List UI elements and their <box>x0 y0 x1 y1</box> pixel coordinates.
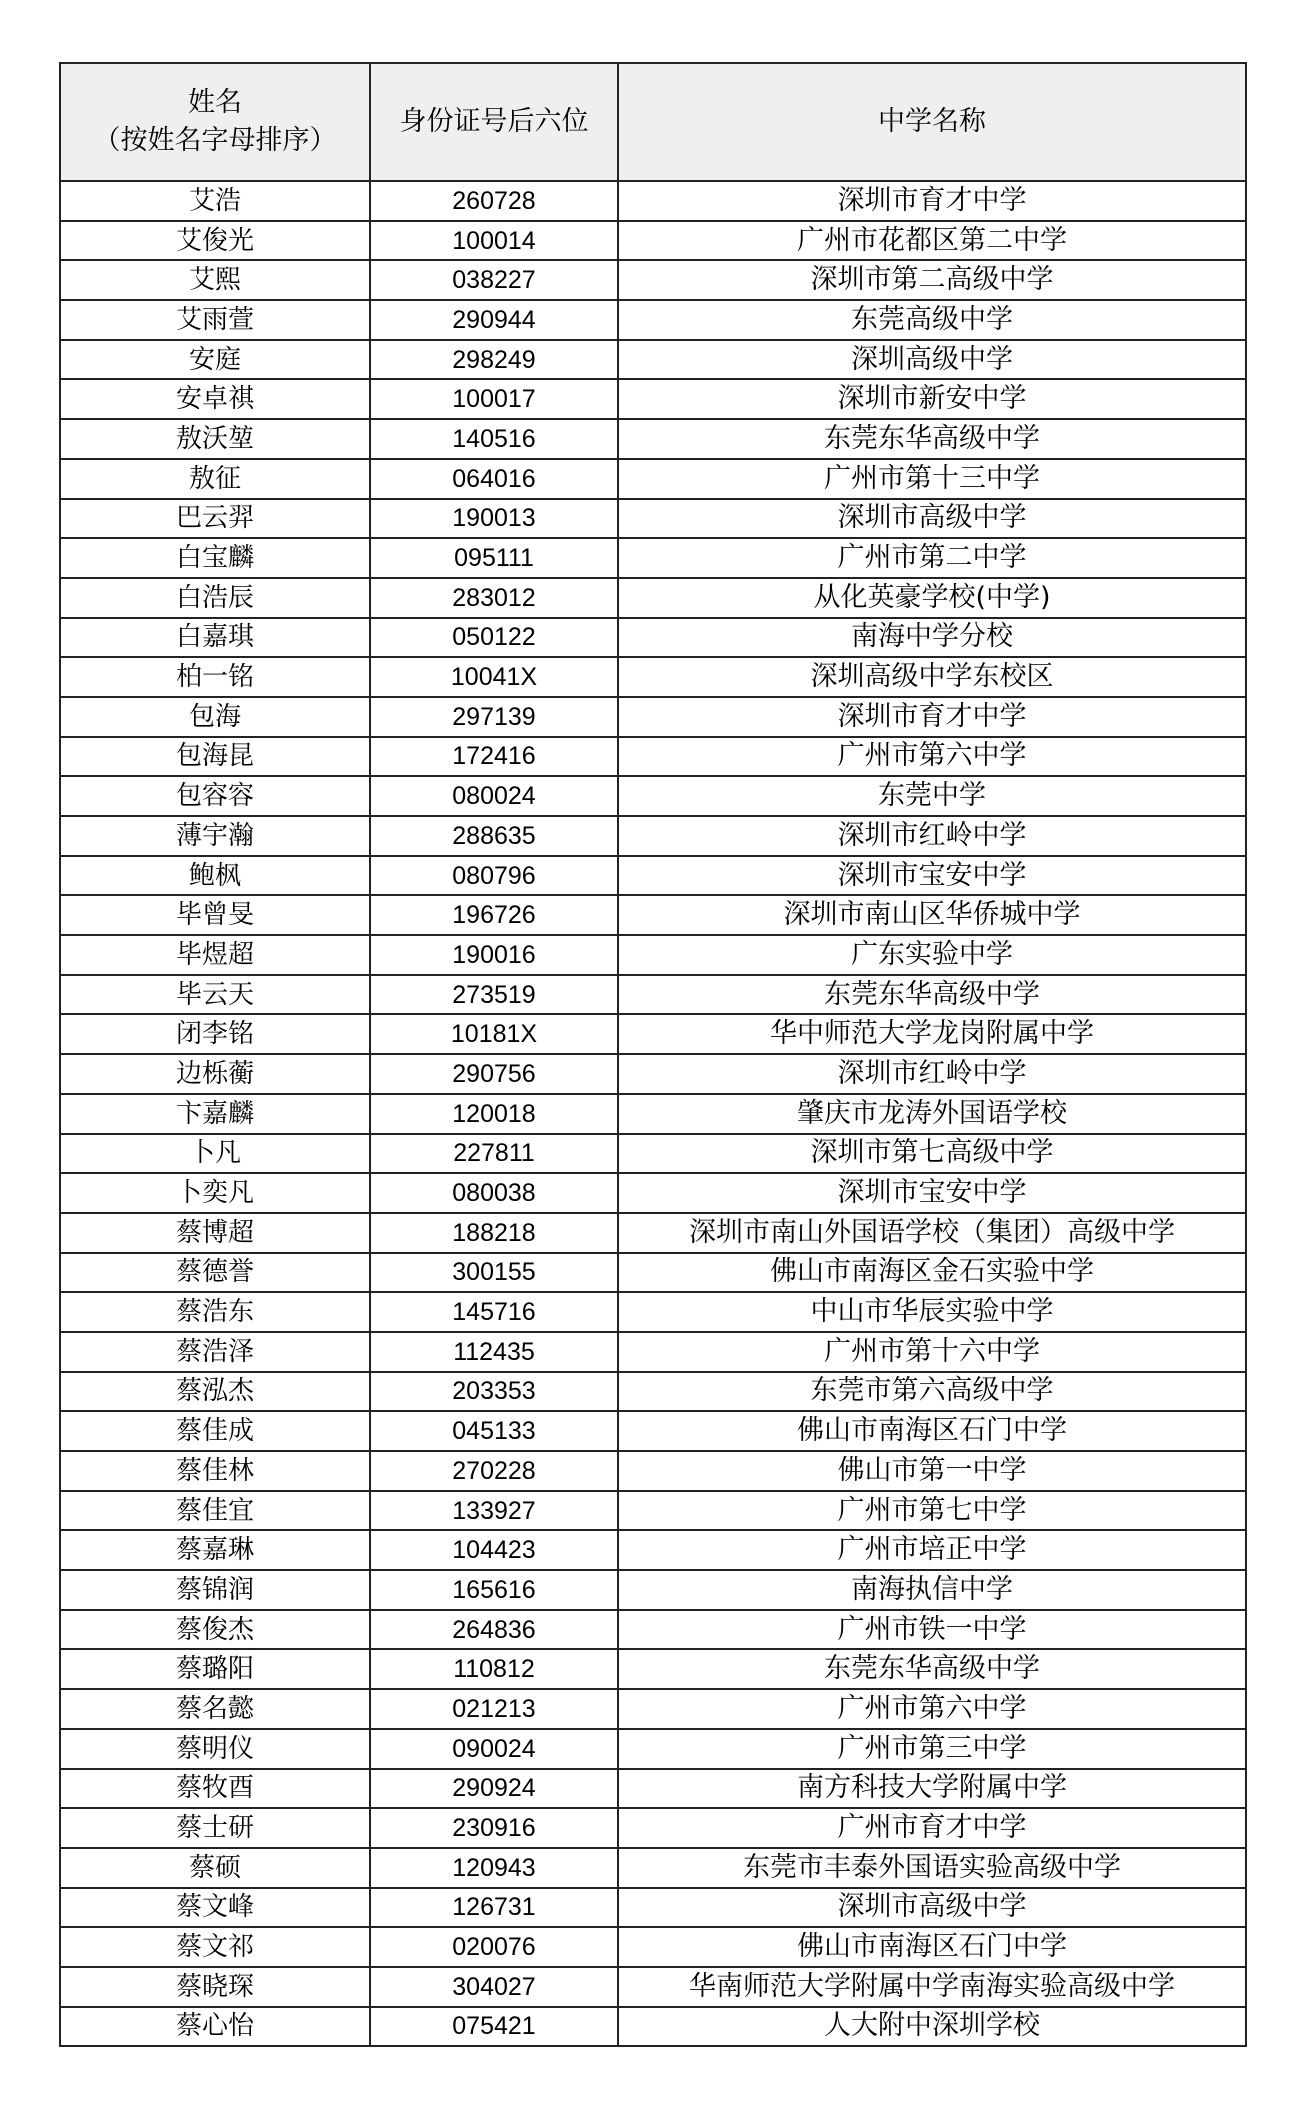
school-name-cell: 佛山市南海区石门中学 <box>618 1411 1246 1451</box>
table-row <box>60 300 1246 340</box>
id-suffix-cell: 10181X <box>370 1014 618 1054</box>
student-name-cell: 蔡博超 <box>60 1213 370 1253</box>
table-row <box>60 1292 1246 1332</box>
student-name-cell: 蔡名懿 <box>60 1689 370 1729</box>
student-name-cell: 薄宇瀚 <box>60 816 370 856</box>
student-name-cell: 包海昆 <box>60 737 370 777</box>
school-name-cell: 南方科技大学附属中学 <box>618 1769 1246 1809</box>
table-body <box>60 181 1246 2046</box>
school-name-cell: 广州市花都区第二中学 <box>618 221 1246 261</box>
table-row <box>60 1411 1246 1451</box>
student-name-cell: 安庭 <box>60 340 370 380</box>
table-row <box>60 1808 1246 1848</box>
id-suffix-cell: 190016 <box>370 935 618 975</box>
id-suffix-cell: 145716 <box>370 1292 618 1332</box>
id-suffix-cell: 080024 <box>370 776 618 816</box>
id-suffix-cell: 095111 <box>370 538 618 578</box>
table-row <box>60 1570 1246 1610</box>
header-row <box>60 63 1246 181</box>
student-name-cell: 白嘉琪 <box>60 618 370 658</box>
student-name-cell: 蔡佳宜 <box>60 1491 370 1531</box>
school-name-cell: 深圳市南山区华侨城中学 <box>618 895 1246 935</box>
school-name-cell: 东莞高级中学 <box>618 300 1246 340</box>
table-row <box>60 1134 1246 1174</box>
id-suffix-cell: 120943 <box>370 1848 618 1888</box>
table-row <box>60 1491 1246 1531</box>
school-name-cell: 深圳市高级中学 <box>618 1888 1246 1928</box>
school-name-cell: 东莞市第六高级中学 <box>618 1372 1246 1412</box>
table-row <box>60 737 1246 777</box>
id-suffix-cell: 090024 <box>370 1729 618 1769</box>
student-name-cell: 蔡硕 <box>60 1848 370 1888</box>
student-name-cell: 蔡嘉琳 <box>60 1530 370 1570</box>
school-name-cell: 中山市华辰实验中学 <box>618 1292 1246 1332</box>
school-name-cell: 佛山市南海区金石实验中学 <box>618 1253 1246 1293</box>
id-suffix-cell: 196726 <box>370 895 618 935</box>
id-suffix-cell: 227811 <box>370 1134 618 1174</box>
student-name-cell: 敖沃堃 <box>60 419 370 459</box>
table-row <box>60 816 1246 856</box>
table-row <box>60 221 1246 261</box>
student-name-cell: 巴云羿 <box>60 499 370 539</box>
id-suffix-cell: 288635 <box>370 816 618 856</box>
table-row <box>60 975 1246 1015</box>
school-name-cell: 华南师范大学附属中学南海实验高级中学 <box>618 1967 1246 2007</box>
school-name-cell: 南海中学分校 <box>618 618 1246 658</box>
school-name-cell: 广州市第十三中学 <box>618 459 1246 499</box>
school-name-cell: 广州市培正中学 <box>618 1530 1246 1570</box>
table-row <box>60 856 1246 896</box>
id-suffix-cell: 126731 <box>370 1888 618 1928</box>
id-suffix-cell: 165616 <box>370 1570 618 1610</box>
school-name-cell: 深圳市高级中学 <box>618 499 1246 539</box>
school-name-cell: 广州市第十六中学 <box>618 1332 1246 1372</box>
table-row <box>60 1372 1246 1412</box>
school-name-cell: 广州市第二中学 <box>618 538 1246 578</box>
table-row <box>60 181 1246 221</box>
school-name-cell: 深圳市宝安中学 <box>618 1173 1246 1213</box>
student-name-cell: 鲍枫 <box>60 856 370 896</box>
student-name-cell: 包海 <box>60 697 370 737</box>
student-name-cell: 蔡璐阳 <box>60 1649 370 1689</box>
table-row <box>60 1729 1246 1769</box>
id-suffix-cell: 298249 <box>370 340 618 380</box>
student-name-cell: 毕曾旻 <box>60 895 370 935</box>
student-name-cell: 蔡佳成 <box>60 1411 370 1451</box>
student-name-cell: 蔡牧酉 <box>60 1769 370 1809</box>
id-suffix-cell: 038227 <box>370 260 618 300</box>
table-row <box>60 1610 1246 1650</box>
id-suffix-cell: 10041X <box>370 657 618 697</box>
table-row <box>60 419 1246 459</box>
table-row <box>60 1967 1246 2007</box>
table-row <box>60 459 1246 499</box>
school-name-cell: 深圳市宝安中学 <box>618 856 1246 896</box>
table-row <box>60 260 1246 300</box>
student-name-cell: 艾熙 <box>60 260 370 300</box>
student-name-cell: 柏一铭 <box>60 657 370 697</box>
school-name-cell: 东莞中学 <box>618 776 1246 816</box>
id-suffix-cell: 300155 <box>370 1253 618 1293</box>
school-name-cell: 广东实验中学 <box>618 935 1246 975</box>
id-suffix-cell: 260728 <box>370 181 618 221</box>
student-name-cell: 蔡晓琛 <box>60 1967 370 2007</box>
id-suffix-cell: 290924 <box>370 1769 618 1809</box>
student-name-cell: 蔡文祁 <box>60 1927 370 1967</box>
student-name-cell: 蔡明仪 <box>60 1729 370 1769</box>
id-suffix-cell: 064016 <box>370 459 618 499</box>
student-name-cell: 安卓祺 <box>60 379 370 419</box>
table-row <box>60 895 1246 935</box>
table-row <box>60 1649 1246 1689</box>
table-row <box>60 1014 1246 1054</box>
school-name-cell: 东莞东华高级中学 <box>618 1649 1246 1689</box>
table-row <box>60 1769 1246 1809</box>
student-name-cell: 卜凡 <box>60 1134 370 1174</box>
id-suffix-cell: 297139 <box>370 697 618 737</box>
student-name-cell: 艾俊光 <box>60 221 370 261</box>
student-name-cell: 蔡锦润 <box>60 1570 370 1610</box>
table-row <box>60 1054 1246 1094</box>
id-suffix-cell: 100014 <box>370 221 618 261</box>
student-name-cell: 白浩辰 <box>60 578 370 618</box>
student-name-cell: 蔡文峰 <box>60 1888 370 1928</box>
header-name-title: 姓名 <box>188 87 242 118</box>
student-name-cell: 艾雨萱 <box>60 300 370 340</box>
table-row <box>60 1451 1246 1491</box>
school-name-cell: 深圳高级中学东校区 <box>618 657 1246 697</box>
school-name-cell: 深圳高级中学 <box>618 340 1246 380</box>
student-name-cell: 蔡佳林 <box>60 1451 370 1491</box>
table-row <box>60 1530 1246 1570</box>
id-suffix-cell: 188218 <box>370 1213 618 1253</box>
student-name-cell: 卜奕凡 <box>60 1173 370 1213</box>
student-name-cell: 闭李铭 <box>60 1014 370 1054</box>
student-name-cell: 蔡浩东 <box>60 1292 370 1332</box>
school-name-cell: 从化英豪学校(中学) <box>618 578 1246 618</box>
student-name-cell: 边栎蘅 <box>60 1054 370 1094</box>
id-suffix-cell: 290944 <box>370 300 618 340</box>
school-name-cell: 深圳市第二高级中学 <box>618 260 1246 300</box>
school-name-cell: 广州市铁一中学 <box>618 1610 1246 1650</box>
table-row <box>60 1332 1246 1372</box>
id-suffix-cell: 112435 <box>370 1332 618 1372</box>
student-name-cell: 白宝麟 <box>60 538 370 578</box>
id-suffix-cell: 190013 <box>370 499 618 539</box>
school-name-cell: 佛山市第一中学 <box>618 1451 1246 1491</box>
table-row <box>60 1253 1246 1293</box>
header-school: 中学名称 <box>618 63 1246 181</box>
table-row <box>60 1689 1246 1729</box>
id-suffix-cell: 203353 <box>370 1372 618 1412</box>
id-suffix-cell: 075421 <box>370 2007 618 2047</box>
school-name-cell: 南海执信中学 <box>618 1570 1246 1610</box>
table-row <box>60 340 1246 380</box>
school-name-cell: 深圳市第七高级中学 <box>618 1134 1246 1174</box>
header-id-suffix: 身份证号后六位 <box>370 63 618 181</box>
id-suffix-cell: 120018 <box>370 1094 618 1134</box>
school-name-cell: 肇庆市龙涛外国语学校 <box>618 1094 1246 1134</box>
school-name-cell: 深圳市育才中学 <box>618 181 1246 221</box>
school-name-cell: 人大附中深圳学校 <box>618 2007 1246 2047</box>
student-name-cell: 蔡泓杰 <box>60 1372 370 1412</box>
school-name-cell: 华中师范大学龙岗附属中学 <box>618 1014 1246 1054</box>
student-name-cell: 毕煜超 <box>60 935 370 975</box>
table-row <box>60 697 1246 737</box>
school-name-cell: 广州市第六中学 <box>618 1689 1246 1729</box>
id-suffix-cell: 140516 <box>370 419 618 459</box>
student-name-cell: 蔡德誉 <box>60 1253 370 1293</box>
header-name-sort-note: （按姓名字母排序） <box>93 125 337 156</box>
student-name-cell: 蔡士研 <box>60 1808 370 1848</box>
school-name-cell: 广州市第六中学 <box>618 737 1246 777</box>
id-suffix-cell: 100017 <box>370 379 618 419</box>
school-name-cell: 广州市第七中学 <box>618 1491 1246 1531</box>
table-row <box>60 1848 1246 1888</box>
student-table <box>59 62 1247 2047</box>
student-name-cell: 蔡俊杰 <box>60 1610 370 1650</box>
table-row <box>60 1094 1246 1134</box>
table-row <box>60 538 1246 578</box>
table-row <box>60 1213 1246 1253</box>
table-row <box>60 1927 1246 1967</box>
id-suffix-cell: 264836 <box>370 1610 618 1650</box>
id-suffix-cell: 050122 <box>370 618 618 658</box>
table-row <box>60 776 1246 816</box>
table-row <box>60 578 1246 618</box>
id-suffix-cell: 021213 <box>370 1689 618 1729</box>
school-name-cell: 深圳市育才中学 <box>618 697 1246 737</box>
id-suffix-cell: 045133 <box>370 1411 618 1451</box>
id-suffix-cell: 104423 <box>370 1530 618 1570</box>
school-name-cell: 深圳市新安中学 <box>618 379 1246 419</box>
student-name-cell: 蔡浩泽 <box>60 1332 370 1372</box>
id-suffix-cell: 080038 <box>370 1173 618 1213</box>
id-suffix-cell: 110812 <box>370 1649 618 1689</box>
student-name-cell: 毕云天 <box>60 975 370 1015</box>
table-row <box>60 935 1246 975</box>
id-suffix-cell: 080796 <box>370 856 618 896</box>
student-name-cell: 卞嘉麟 <box>60 1094 370 1134</box>
student-name-cell: 敖征 <box>60 459 370 499</box>
id-suffix-cell: 304027 <box>370 1967 618 2007</box>
table-row <box>60 499 1246 539</box>
table-row <box>60 379 1246 419</box>
school-name-cell: 深圳市红岭中学 <box>618 816 1246 856</box>
table-row <box>60 657 1246 697</box>
table-row <box>60 1888 1246 1928</box>
id-suffix-cell: 283012 <box>370 578 618 618</box>
table-row <box>60 618 1246 658</box>
table-row <box>60 1173 1246 1213</box>
school-name-cell: 深圳市红岭中学 <box>618 1054 1246 1094</box>
student-name-cell: 包容容 <box>60 776 370 816</box>
school-name-cell: 佛山市南海区石门中学 <box>618 1927 1246 1967</box>
id-suffix-cell: 230916 <box>370 1808 618 1848</box>
id-suffix-cell: 020076 <box>370 1927 618 1967</box>
school-name-cell: 东莞东华高级中学 <box>618 975 1246 1015</box>
id-suffix-cell: 290756 <box>370 1054 618 1094</box>
school-name-cell: 广州市育才中学 <box>618 1808 1246 1848</box>
school-name-cell: 东莞市丰泰外国语实验高级中学 <box>618 1848 1246 1888</box>
student-name-cell: 艾浩 <box>60 181 370 221</box>
table-header <box>60 63 1246 181</box>
school-name-cell: 广州市第三中学 <box>618 1729 1246 1769</box>
id-suffix-cell: 133927 <box>370 1491 618 1531</box>
school-name-cell: 东莞东华高级中学 <box>618 419 1246 459</box>
id-suffix-cell: 172416 <box>370 737 618 777</box>
student-name-cell: 蔡心怡 <box>60 2007 370 2047</box>
table-row <box>60 2007 1246 2047</box>
school-name-cell: 深圳市南山外国语学校（集团）高级中学 <box>618 1213 1246 1253</box>
id-suffix-cell: 273519 <box>370 975 618 1015</box>
id-suffix-cell: 270228 <box>370 1451 618 1491</box>
header-name <box>60 63 370 181</box>
